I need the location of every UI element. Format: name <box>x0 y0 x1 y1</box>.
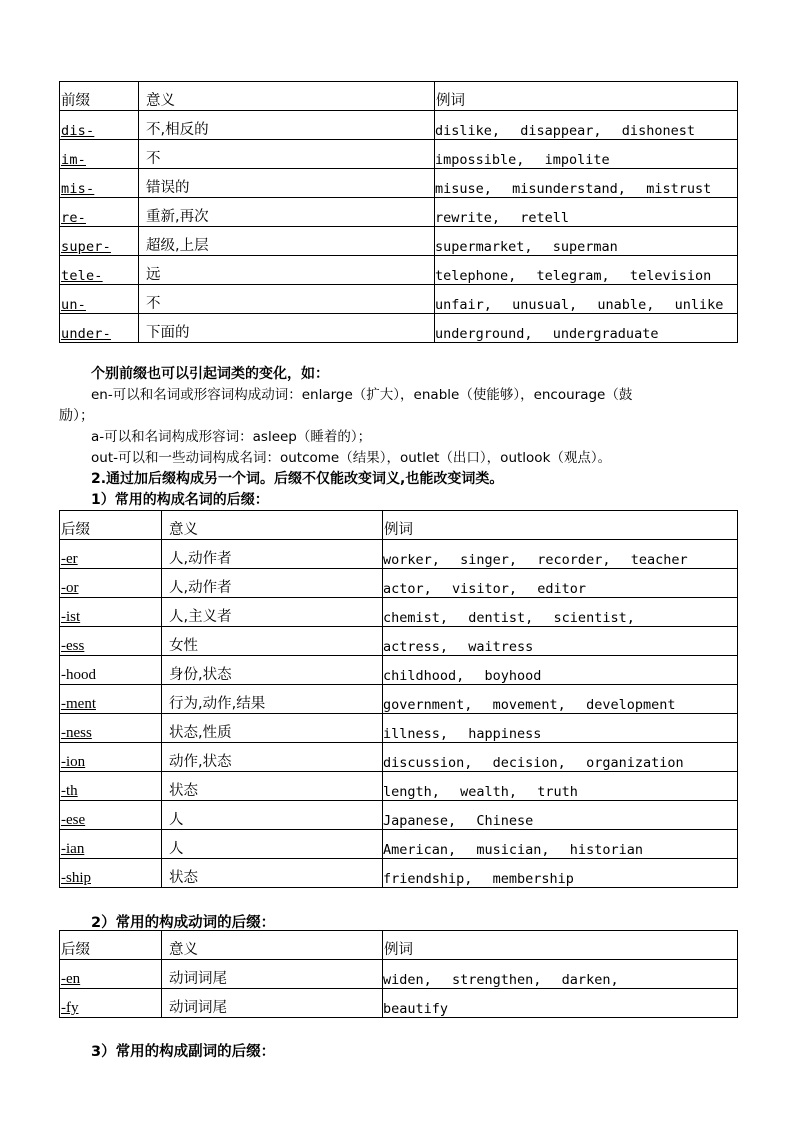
example-cell: friendship, membership <box>383 859 738 888</box>
affix-text: -th <box>61 783 78 799</box>
table-row <box>60 569 738 598</box>
affix-text: un- <box>61 297 86 313</box>
affix-cell <box>60 685 162 714</box>
example-cell: rewrite, retell <box>435 198 738 227</box>
meaning-cell: 人 <box>162 801 383 830</box>
example-cell: actress, waitress <box>383 627 738 656</box>
table-row <box>60 743 738 772</box>
affix-cell <box>60 989 162 1018</box>
example-cell: illness, happiness <box>383 714 738 743</box>
table-row <box>60 627 738 656</box>
table-row <box>60 140 738 169</box>
example-cell: supermarket, superman <box>435 227 738 256</box>
note-line-5: 2.通过加后缀构成另一个词。后缀不仅能改变词义,也能改变词类。 <box>91 471 504 487</box>
affix-cell <box>60 169 139 198</box>
example-cell: widen, strengthen, darken, <box>383 960 738 989</box>
example-cell: actor, visitor, editor <box>383 569 738 598</box>
example-cell: beautify <box>383 989 738 1018</box>
note-line-1: 个别前缀也可以引起词类的变化，如： <box>91 366 329 382</box>
example-cell: impossible, impolite <box>435 140 738 169</box>
table-header-row <box>60 511 738 540</box>
meaning-cell: 动作,状态 <box>162 743 383 772</box>
affix-cell <box>60 598 162 627</box>
prefix-table <box>59 81 738 343</box>
affix-text: tele- <box>61 268 103 284</box>
meaning-cell: 身份,状态 <box>162 656 383 685</box>
example-cell: length, wealth, truth <box>383 772 738 801</box>
table-row <box>60 685 738 714</box>
meaning-cell: 下面的 <box>139 314 435 343</box>
affix-cell <box>60 140 139 169</box>
affix-text: -ness <box>61 725 92 741</box>
affix-text: mis- <box>61 181 95 197</box>
meaning-cell: 不 <box>139 285 435 314</box>
note-line-2b: 励）； <box>59 408 94 424</box>
affix-cell <box>60 256 139 285</box>
table-row <box>60 960 738 989</box>
table-header-cell: 例词 <box>435 82 738 111</box>
verb-suffix-table <box>59 930 738 1018</box>
meaning-cell: 人,主义者 <box>162 598 383 627</box>
table-header-row <box>60 931 738 960</box>
note-line-6: 1）常用的构成名词的后缀： <box>91 492 269 508</box>
table-row <box>60 314 738 343</box>
note-line-2a: en-可以和名词或形容词构成动词：enlarge（扩大），enable（使能够），encourage（鼓 <box>91 387 633 403</box>
affix-cell <box>60 540 162 569</box>
table-row <box>60 256 738 285</box>
affix-cell <box>60 772 162 801</box>
table-header-cell: 意义 <box>139 82 435 111</box>
affix-text: super- <box>61 239 111 255</box>
table-row <box>60 859 738 888</box>
prefix-notes <box>59 364 737 511</box>
table-header-cell: 意义 <box>162 511 383 540</box>
affix-text: -hood <box>61 667 96 683</box>
meaning-cell: 动词词尾 <box>162 989 383 1018</box>
meaning-cell: 动词词尾 <box>162 960 383 989</box>
affix-cell <box>60 314 139 343</box>
example-cell: telephone, telegram, television <box>435 256 738 285</box>
table-header-cell: 后缀 <box>60 511 162 540</box>
example-cell: worker, singer, recorder, teacher <box>383 540 738 569</box>
table-row <box>60 989 738 1018</box>
table-row <box>60 772 738 801</box>
meaning-cell: 状态 <box>162 859 383 888</box>
table-row <box>60 656 738 685</box>
table-header-cell: 例词 <box>383 931 738 960</box>
table-row <box>60 169 738 198</box>
affix-text: re- <box>61 210 86 226</box>
example-cell: dislike, disappear, dishonest <box>435 111 738 140</box>
meaning-cell: 远 <box>139 256 435 285</box>
noun-suffix-table <box>59 510 738 888</box>
affix-cell <box>60 285 139 314</box>
table-header-row <box>60 82 738 111</box>
table-row <box>60 227 738 256</box>
verb-suffix-heading: 2）常用的构成动词的后缀： <box>91 915 276 931</box>
table-row <box>60 111 738 140</box>
meaning-cell: 状态,性质 <box>162 714 383 743</box>
affix-cell <box>60 801 162 830</box>
example-cell: Japanese, Chinese <box>383 801 738 830</box>
table-row <box>60 540 738 569</box>
table-row <box>60 714 738 743</box>
affix-cell <box>60 743 162 772</box>
affix-cell <box>60 569 162 598</box>
affix-text: im- <box>61 152 86 168</box>
affix-text: -ese <box>61 812 86 828</box>
example-cell: American, musician, historian <box>383 830 738 859</box>
example-cell: misuse, misunderstand, mistrust <box>435 169 738 198</box>
meaning-cell: 行为,动作,结果 <box>162 685 383 714</box>
meaning-cell: 女性 <box>162 627 383 656</box>
affix-text: -or <box>61 580 79 596</box>
affix-text: -er <box>61 551 78 567</box>
affix-text: -ship <box>61 870 91 886</box>
example-cell: unfair, unusual, unable, unlike <box>435 285 738 314</box>
table-header-cell: 后缀 <box>60 931 162 960</box>
affix-cell <box>60 859 162 888</box>
adverb-suffix-heading: 3）常用的构成副词的后缀： <box>91 1044 276 1060</box>
meaning-cell: 错误的 <box>139 169 435 198</box>
meaning-cell: 人 <box>162 830 383 859</box>
table-header-cell: 前缀 <box>60 82 139 111</box>
meaning-cell: 重新,再次 <box>139 198 435 227</box>
table-row <box>60 198 738 227</box>
affix-text: -ion <box>61 754 86 770</box>
affix-cell <box>60 111 139 140</box>
affix-cell <box>60 627 162 656</box>
table-row <box>60 285 738 314</box>
affix-text: -ment <box>61 696 96 712</box>
note-line-4: out-可以和一些动词构成名词：outcome（结果），outlet（出口），outlook（观点）。 <box>91 450 612 466</box>
example-cell: chemist, dentist, scientist, <box>383 598 738 627</box>
example-cell: government, movement, development <box>383 685 738 714</box>
example-cell: childhood, boyhood <box>383 656 738 685</box>
table-header-cell: 例词 <box>383 511 738 540</box>
meaning-cell: 超级,上层 <box>139 227 435 256</box>
affix-text: dis- <box>61 123 95 139</box>
table-row <box>60 801 738 830</box>
affix-text: -ess <box>61 638 85 654</box>
example-cell: discussion, decision, organization <box>383 743 738 772</box>
affix-cell <box>60 227 139 256</box>
meaning-cell: 人,动作者 <box>162 569 383 598</box>
meaning-cell: 状态 <box>162 772 383 801</box>
affix-text: -ian <box>61 841 85 857</box>
example-cell: underground, undergraduate <box>435 314 738 343</box>
affix-text: -fy <box>61 1000 79 1016</box>
affix-cell <box>60 198 139 227</box>
affix-cell <box>60 960 162 989</box>
table-row <box>60 830 738 859</box>
meaning-cell: 不 <box>139 140 435 169</box>
table-row <box>60 598 738 627</box>
affix-text: -ist <box>61 609 81 625</box>
meaning-cell: 人,动作者 <box>162 540 383 569</box>
note-line-3: a-可以和名词构成形容词：asleep（睡着的）； <box>91 429 372 445</box>
affix-cell <box>60 714 162 743</box>
meaning-cell: 不,相反的 <box>139 111 435 140</box>
affix-text: -en <box>61 971 81 987</box>
affix-cell <box>60 830 162 859</box>
affix-text: under- <box>61 326 111 342</box>
affix-cell <box>60 656 162 685</box>
table-header-cell: 意义 <box>162 931 383 960</box>
